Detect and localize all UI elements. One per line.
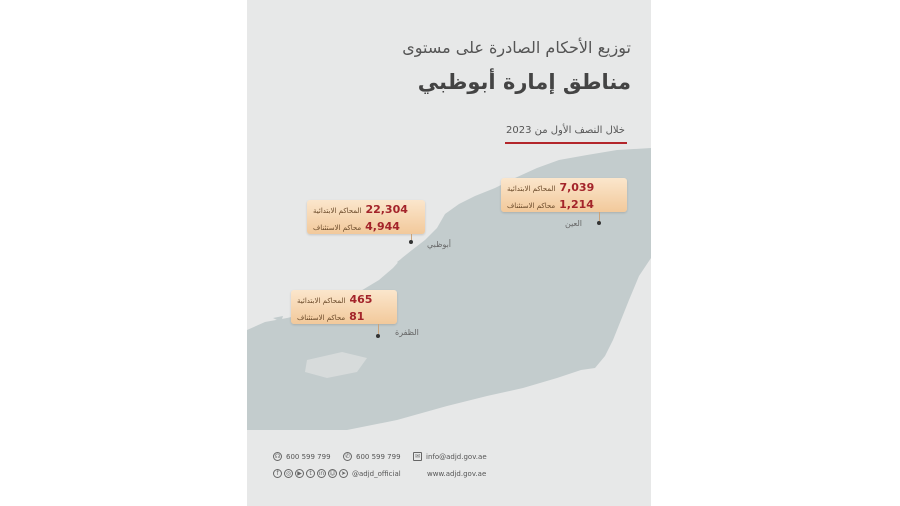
appeal-value: 4,944 xyxy=(365,220,400,233)
social-icons xyxy=(273,469,348,478)
appeal-row xyxy=(507,198,621,211)
primary-label: المحاكم الابتدائية xyxy=(313,207,362,215)
youtube-icon[interactable]: ▶ xyxy=(295,469,304,478)
phone-2-text: 600 599 799 xyxy=(356,452,401,461)
city-label-abudhabi: أبوظبي xyxy=(427,240,452,249)
primary-value: 7,039 xyxy=(559,181,595,194)
facebook-icon[interactable]: f xyxy=(273,469,282,478)
website-text: www.adjd.gov.ae xyxy=(427,470,487,478)
appeal-label: محاكم الاستئناف xyxy=(297,314,346,322)
instagram-icon[interactable]: ◎ xyxy=(285,470,292,477)
location-pin-alain xyxy=(597,221,601,225)
email-text: info@adjd.gov.ae xyxy=(426,452,487,461)
infographic-poster xyxy=(247,0,651,506)
whatsapp-icon: ✆ xyxy=(344,453,351,460)
appeal-label: محاكم الاستئناف xyxy=(507,202,556,210)
phone-1-text: 600 599 799 xyxy=(286,452,331,461)
primary-row xyxy=(313,203,419,216)
pin-stem-alain xyxy=(599,212,600,221)
website-link[interactable] xyxy=(427,470,486,478)
linkedin-icon[interactable]: in xyxy=(318,470,325,477)
social-links xyxy=(273,469,401,478)
telegram-icon[interactable]: ➤ xyxy=(340,470,347,477)
region-card-dhafra xyxy=(291,290,397,324)
contact-footer xyxy=(247,445,651,495)
primary-label: المحاكم الابتدائية xyxy=(297,297,346,305)
pin-stem-dhafra xyxy=(378,324,379,334)
snapchat-icon[interactable]: ☺ xyxy=(329,470,336,477)
location-pin-dhafra xyxy=(376,334,380,338)
appeal-value: 81 xyxy=(349,310,365,323)
region-card-alain xyxy=(501,178,627,212)
primary-row xyxy=(297,293,391,306)
mail-icon: ✉ xyxy=(414,453,421,460)
city-label-dhafra: الظفرة xyxy=(395,328,419,337)
phone-2 xyxy=(343,452,401,461)
city-label-alain: العين xyxy=(565,219,583,228)
location-pin-abudhabi xyxy=(409,240,413,244)
social-handle[interactable]: @adjd_official xyxy=(352,469,401,478)
subtitle-underline xyxy=(505,142,627,144)
appeal-row xyxy=(297,310,391,323)
primary-row xyxy=(507,181,621,194)
appeal-row xyxy=(313,220,419,233)
title-line-2: مناطق إمارة أبوظبي xyxy=(417,70,631,94)
subtitle: خلال النصف الأول من 2023 xyxy=(506,125,625,136)
primary-value: 22,304 xyxy=(365,203,408,216)
email-link[interactable] xyxy=(413,452,487,461)
title-line-1: توزيع الأحكام الصادرة على مستوى xyxy=(402,38,631,57)
primary-label: المحاكم الابتدائية xyxy=(507,185,556,193)
region-card-abudhabi xyxy=(307,200,425,234)
appeal-label: محاكم الاستئناف xyxy=(313,224,362,232)
phone-1 xyxy=(273,452,331,461)
twitter-icon[interactable]: t xyxy=(306,469,315,478)
headset-icon: ☊ xyxy=(274,453,281,460)
appeal-value: 1,214 xyxy=(559,198,594,211)
primary-value: 465 xyxy=(349,293,373,306)
